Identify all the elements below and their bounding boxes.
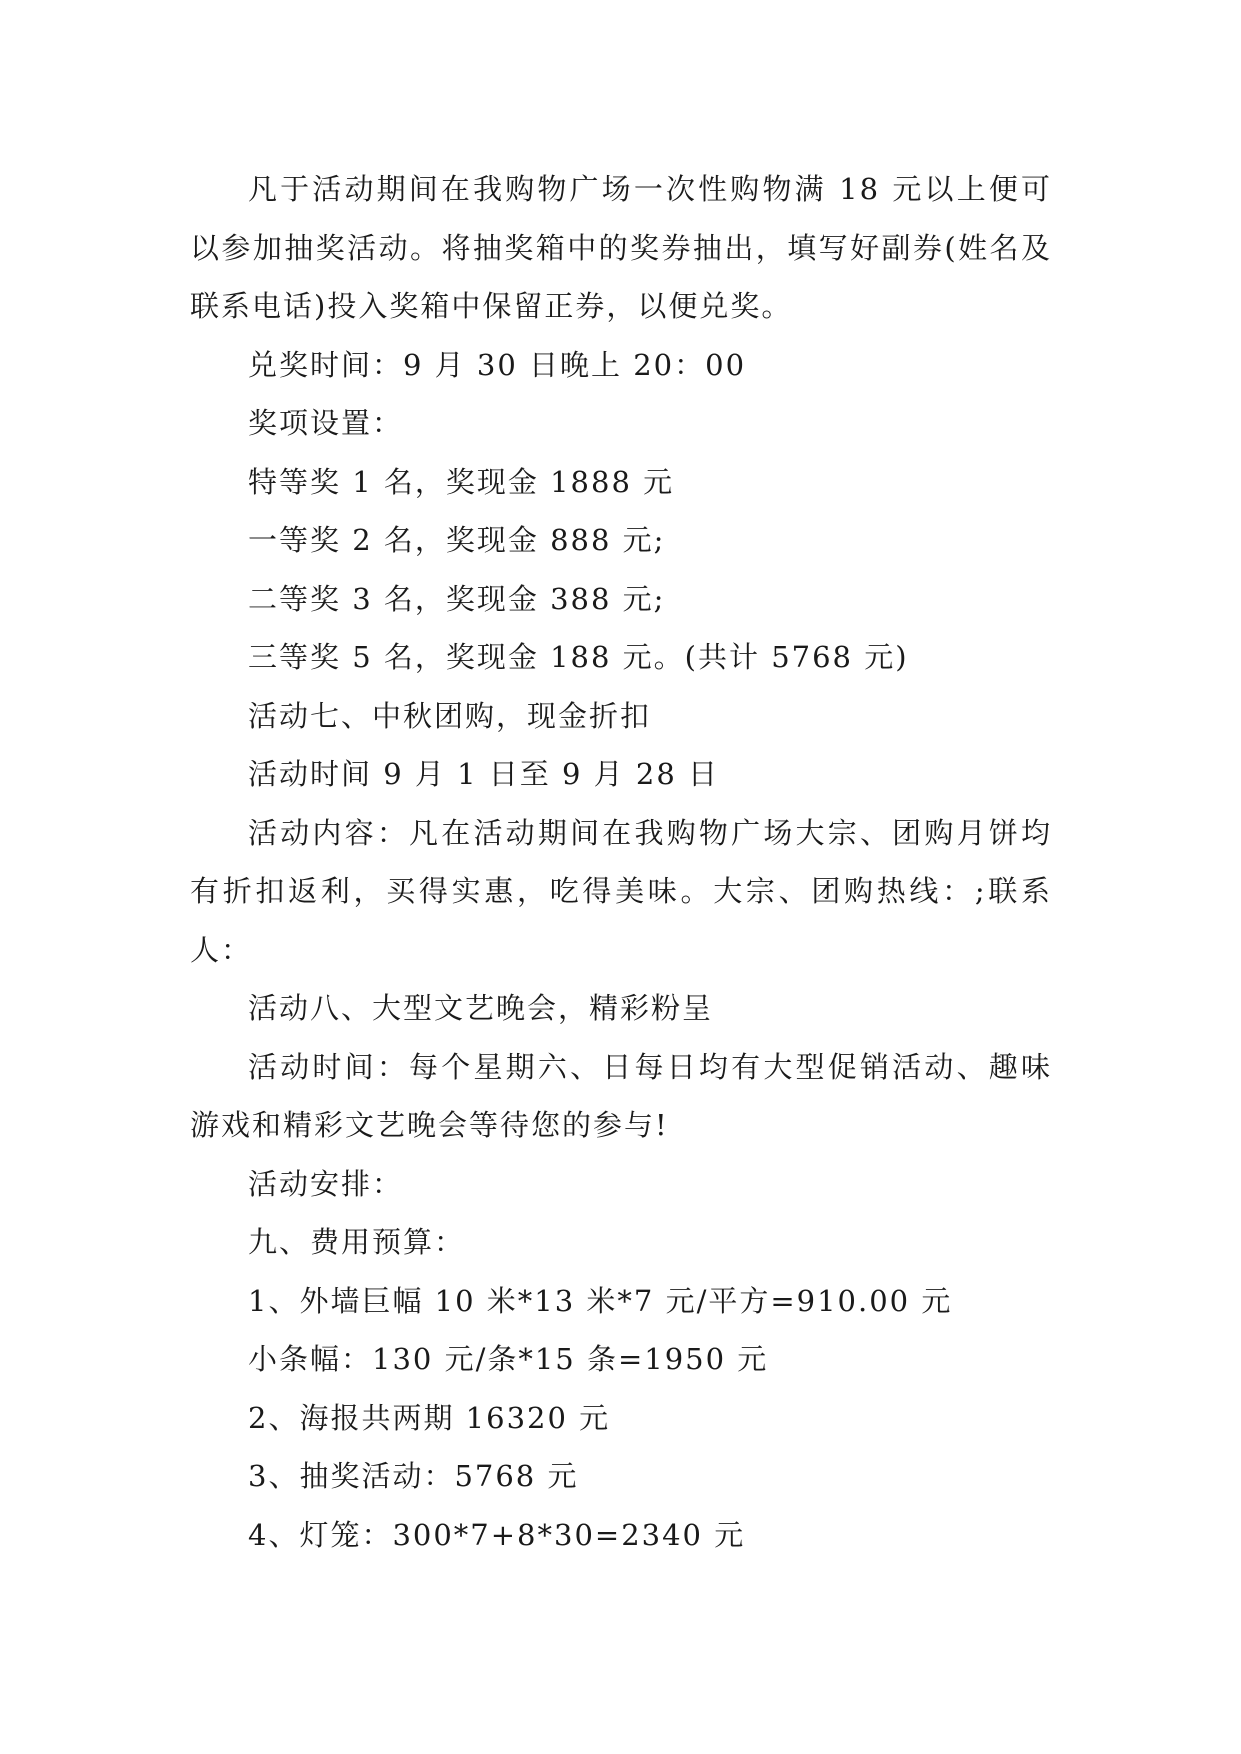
budget-item-banner: 1、外墙巨幅 10 米*13 米*7 元/平方=910.00 元 xyxy=(248,1283,953,1318)
heading-budget: 九、费用预算： xyxy=(248,1225,466,1259)
budget-item-poster: 2、海报共两期 16320 元 xyxy=(248,1400,611,1435)
heading-activity-eight: 活动八、大型文艺晚会，精彩粉呈 xyxy=(248,991,714,1025)
paragraph-lottery-rules: 凡于活动期间在我购物广场一次性购物满 18 元以上便可以参加抽奖活动。将抽奖箱中的奖券抽出，填写好副券(姓名及联系电话)投入奖箱中保留正券，以便兑奖。 xyxy=(190,172,1052,323)
budget-item-lottery: 3、抽奖活动：5768 元 xyxy=(248,1459,579,1493)
heading-activity-seven: 活动七、中秋团购，现金折扣 xyxy=(248,698,652,733)
budget-item-small-banner: 小条幅：130 元/条*15 条=1950 元 xyxy=(248,1342,769,1376)
paragraph-activity-seven-content: 活动内容：凡在活动期间在我购物广场大宗、团购月饼均有折扣返利，买得实惠，吃得美味。大宗、团购热线：;联系人： xyxy=(190,815,1052,967)
paragraph-first-prize: 一等奖 2 名，奖现金 888 元; xyxy=(248,523,666,557)
paragraph-prize-settings: 奖项设置： xyxy=(248,406,404,440)
paragraph-activity-eight-time: 活动时间：每个星期六、日每日均有大型促销活动、趣味游戏和精彩文艺晚会等待您的参与! xyxy=(190,1049,1052,1142)
document-body xyxy=(190,160,1052,1564)
budget-item-lanterns: 4、灯笼：300*7+8*30=2340 元 xyxy=(248,1517,746,1552)
paragraph-third-prize: 三等奖 5 名，奖现金 188 元。(共计 5768 元) xyxy=(248,640,909,674)
paragraph-activity-arrangement: 活动安排： xyxy=(248,1166,404,1201)
paragraph-special-prize: 特等奖 1 名，奖现金 1888 元 xyxy=(248,464,675,499)
paragraph-activity-seven-time: 活动时间 9 月 1 日至 9 月 28 日 xyxy=(248,757,719,791)
paragraph-second-prize: 二等奖 3 名，奖现金 388 元; xyxy=(248,581,666,616)
paragraph-redeem-time: 兑奖时间：9 月 30 日晚上 20：00 xyxy=(248,347,747,382)
